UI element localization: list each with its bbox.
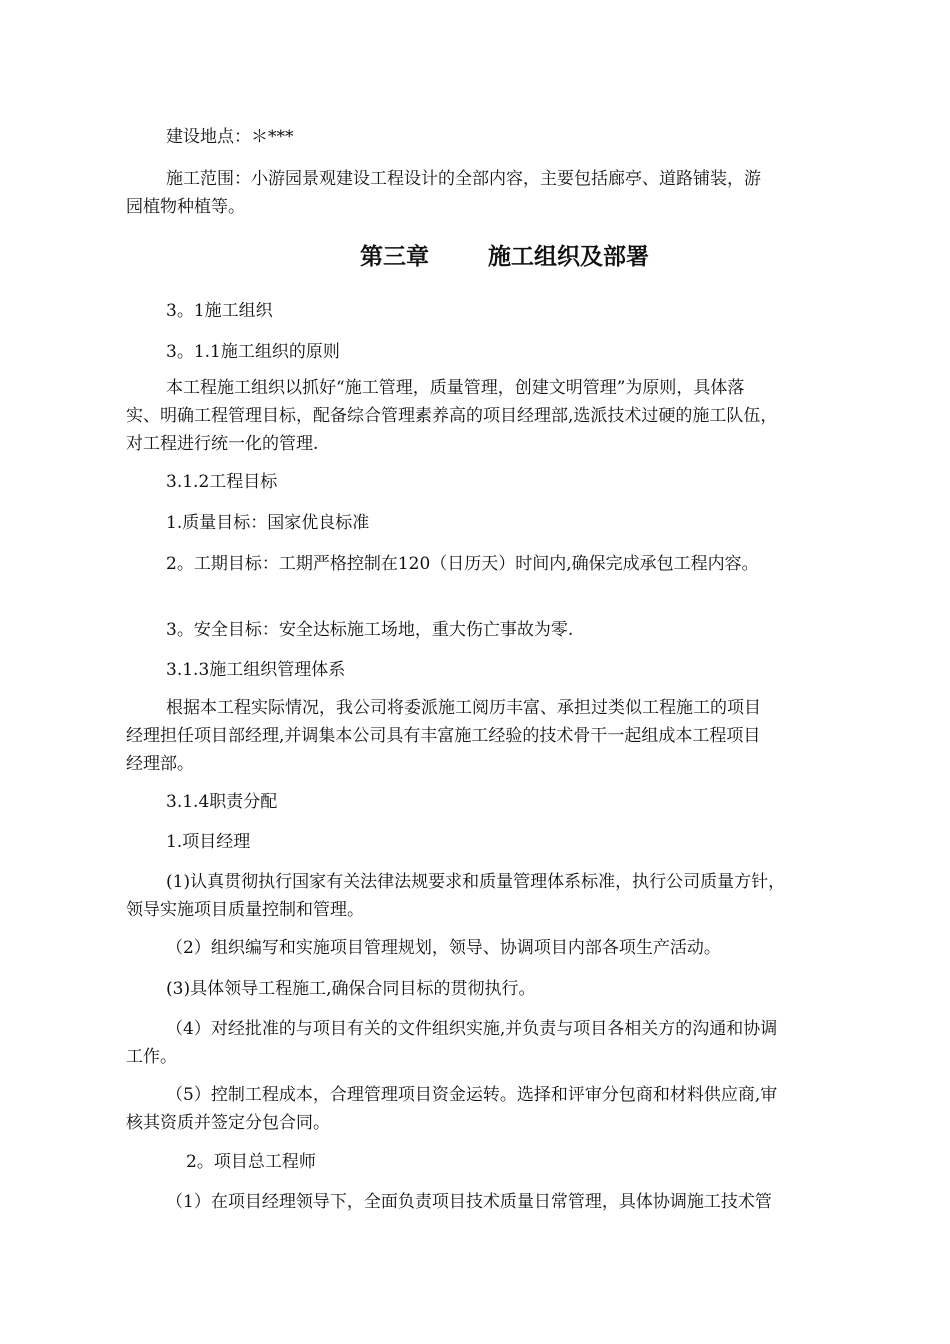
chapter-title: 施工组织及部署: [488, 244, 649, 270]
duty-4-line-1: （4）对经批准的与项目有关的文件组织实施,并负责与项目各相关方的沟通和协调: [166, 1019, 778, 1039]
chapter-heading: [0, 240, 950, 274]
principle-para-1: 本工程施工组织以抓好“施工管理，质量管理，创建文明管理”为原则，具体落: [166, 378, 745, 398]
construction-site: 建设地点：＊***: [166, 127, 294, 147]
section-3-1: 3。1施工组织: [166, 301, 273, 321]
goal-schedule: 2。工期目标：工期严格控制在120（日历天）时间内,确保完成承包工程内容。: [166, 554, 759, 574]
section-3-1-4: 3.1.4职责分配: [166, 792, 278, 812]
goal-safety: 3。安全目标：安全达标施工场地，重大伤亡事故为零.: [166, 620, 574, 640]
construction-scope-2: 园植物种植等。: [126, 197, 245, 217]
role-chief-engineer: 2。项目总工程师: [186, 1152, 316, 1172]
duty-5-line-1: （5）控制工程成本，合理管理项目资金运转。选择和评审分包商和材料供应商,审: [166, 1085, 778, 1105]
role-project-manager: 1.项目经理: [166, 832, 251, 852]
duty-1-line-2: 领导实施项目质量控制和管理。: [126, 900, 364, 920]
construction-scope-1: 施工范围：小游园景观建设工程设计的全部内容，主要包括廊亭、道路铺装，游: [166, 169, 761, 189]
section-3-1-1: 3。1.1施工组织的原则: [166, 342, 340, 362]
system-para-1: 根据本工程实际情况，我公司将委派施工阅历丰富、承担过类似工程施工的项目: [166, 698, 761, 718]
chief-duty-1: （1）在项目经理领导下，全面负责项目技术质量日常管理，具体协调施工技术管: [166, 1192, 772, 1212]
chapter-number: 第三章: [360, 244, 429, 270]
duty-4-line-2: 工作。: [126, 1047, 177, 1067]
duty-3: (3)具体领导工程施工,确保合同目标的贯彻执行。: [166, 979, 536, 999]
duty-5-line-2: 核其资质并签定分包合同。: [126, 1113, 330, 1133]
goal-quality: 1.质量目标：国家优良标准: [166, 513, 370, 533]
duty-2: （2）组织编写和实施项目管理规划，领导、协调项目内部各项生产活动。: [166, 938, 721, 958]
principle-para-2: 实、明确工程管理目标，配备综合管理素养高的项目经理部,选派技术过硬的施工队伍，: [126, 406, 778, 426]
duty-1-line-1: (1)认真贯彻执行国家有关法律法规要求和质量管理体系标准，执行公司质量方针，: [166, 872, 786, 892]
system-para-3: 经理部。: [126, 754, 194, 774]
section-3-1-2: 3.1.2工程目标: [166, 472, 278, 492]
section-3-1-3: 3.1.3施工组织管理体系: [166, 660, 346, 680]
system-para-2: 经理担任项目部经理,并调集本公司具有丰富施工经验的技术骨干一起组成本工程项目: [126, 726, 761, 746]
principle-para-3: 对工程进行统一化的管理.: [126, 434, 319, 454]
